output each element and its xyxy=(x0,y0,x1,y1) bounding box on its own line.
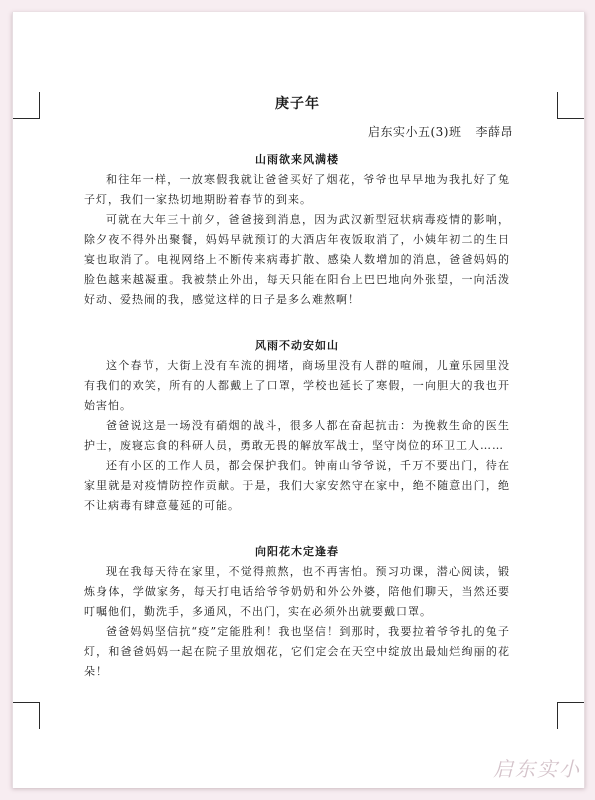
paragraph: 现在我每天待在家里，不觉得煎熬，也不再害怕。预习功课，潜心阅读，锻炼身体，学做家务，每天打电话给爷爷奶奶和外公外婆，陪他们聊天，当然还要叮嘱他们，勤洗手，多通风，不出门，实在必须外出就要戴口罩。 xyxy=(84,565,510,618)
section-2 xyxy=(84,336,510,516)
author-class: 启东实小五(3)班 xyxy=(367,125,462,139)
paragraph: 这个春节，大街上没有车流的拥堵，商场里没有人群的喧闹，儿童乐园里没有我们的欢笑，所有的人都戴上了口罩，学校也延长了寒假，一向胆大的我也开始害怕。 xyxy=(84,359,510,412)
essay-title: 庚子年 xyxy=(275,96,320,112)
corner-mark-bottom-left xyxy=(13,702,40,729)
section-1 xyxy=(84,150,510,310)
section-3 xyxy=(84,542,510,682)
paragraph: 可就在大年三十前夕，爸爸接到消息，因为武汉新型冠状病毒疫情的影响，除夕夜不得外出聚餐，妈妈早就预订的大酒店年夜饭取消了，小姨年初二的生日宴也取消了。电视网络上不断传来病毒扩散、感染人数增加的消息，爸爸妈妈的脸色越来越凝重。我被禁止外出，每天只能在阳台上巴巴地向外张望，一向活泼好动、爱热闹的我，感觉这样的日子是多么难熬啊！ xyxy=(84,213,510,306)
watermark-logo: 启东实小 xyxy=(493,757,581,781)
essay-body xyxy=(84,150,510,682)
paragraph: 爸爸说这是一场没有硝烟的战斗，很多人都在奋起抗击：为挽救生命的医生护士，废寝忘食的科研人员，勇敢无畏的解放军战士，坚守岗位的环卫工人…… xyxy=(84,419,510,452)
section-heading: 山雨欲来风满楼 xyxy=(255,153,339,166)
corner-mark-bottom-right xyxy=(557,702,584,729)
paragraph: 爸爸妈妈坚信抗“疫”定能胜利！我也坚信！到那时，我要拉着爷爷扎的兔子灯，和爸爸妈妈一起在院子里放烟花，它们定会在天空中绽放出最灿烂绚丽的花朵！ xyxy=(84,625,510,678)
paragraph: 还有小区的工作人员，都会保护我们。钟南山爷爷说，千万不要出门，待在家里就是对疫情防控作贡献。于是，我们大家安然守在家中，绝不随意出门，绝不让病毒有肆意蔓延的可能。 xyxy=(84,459,510,512)
paragraph: 和往年一样，一放寒假我就让爸爸买好了烟花，爷爷也早早地为我扎好了兔子灯，我们一家热切地期盼着春节的到来。 xyxy=(84,173,510,206)
author-name: 李薛昂 xyxy=(475,125,513,139)
section-heading: 向阳花木定逢春 xyxy=(255,545,339,558)
author-line xyxy=(368,123,513,140)
section-heading: 风雨不动安如山 xyxy=(255,339,339,352)
